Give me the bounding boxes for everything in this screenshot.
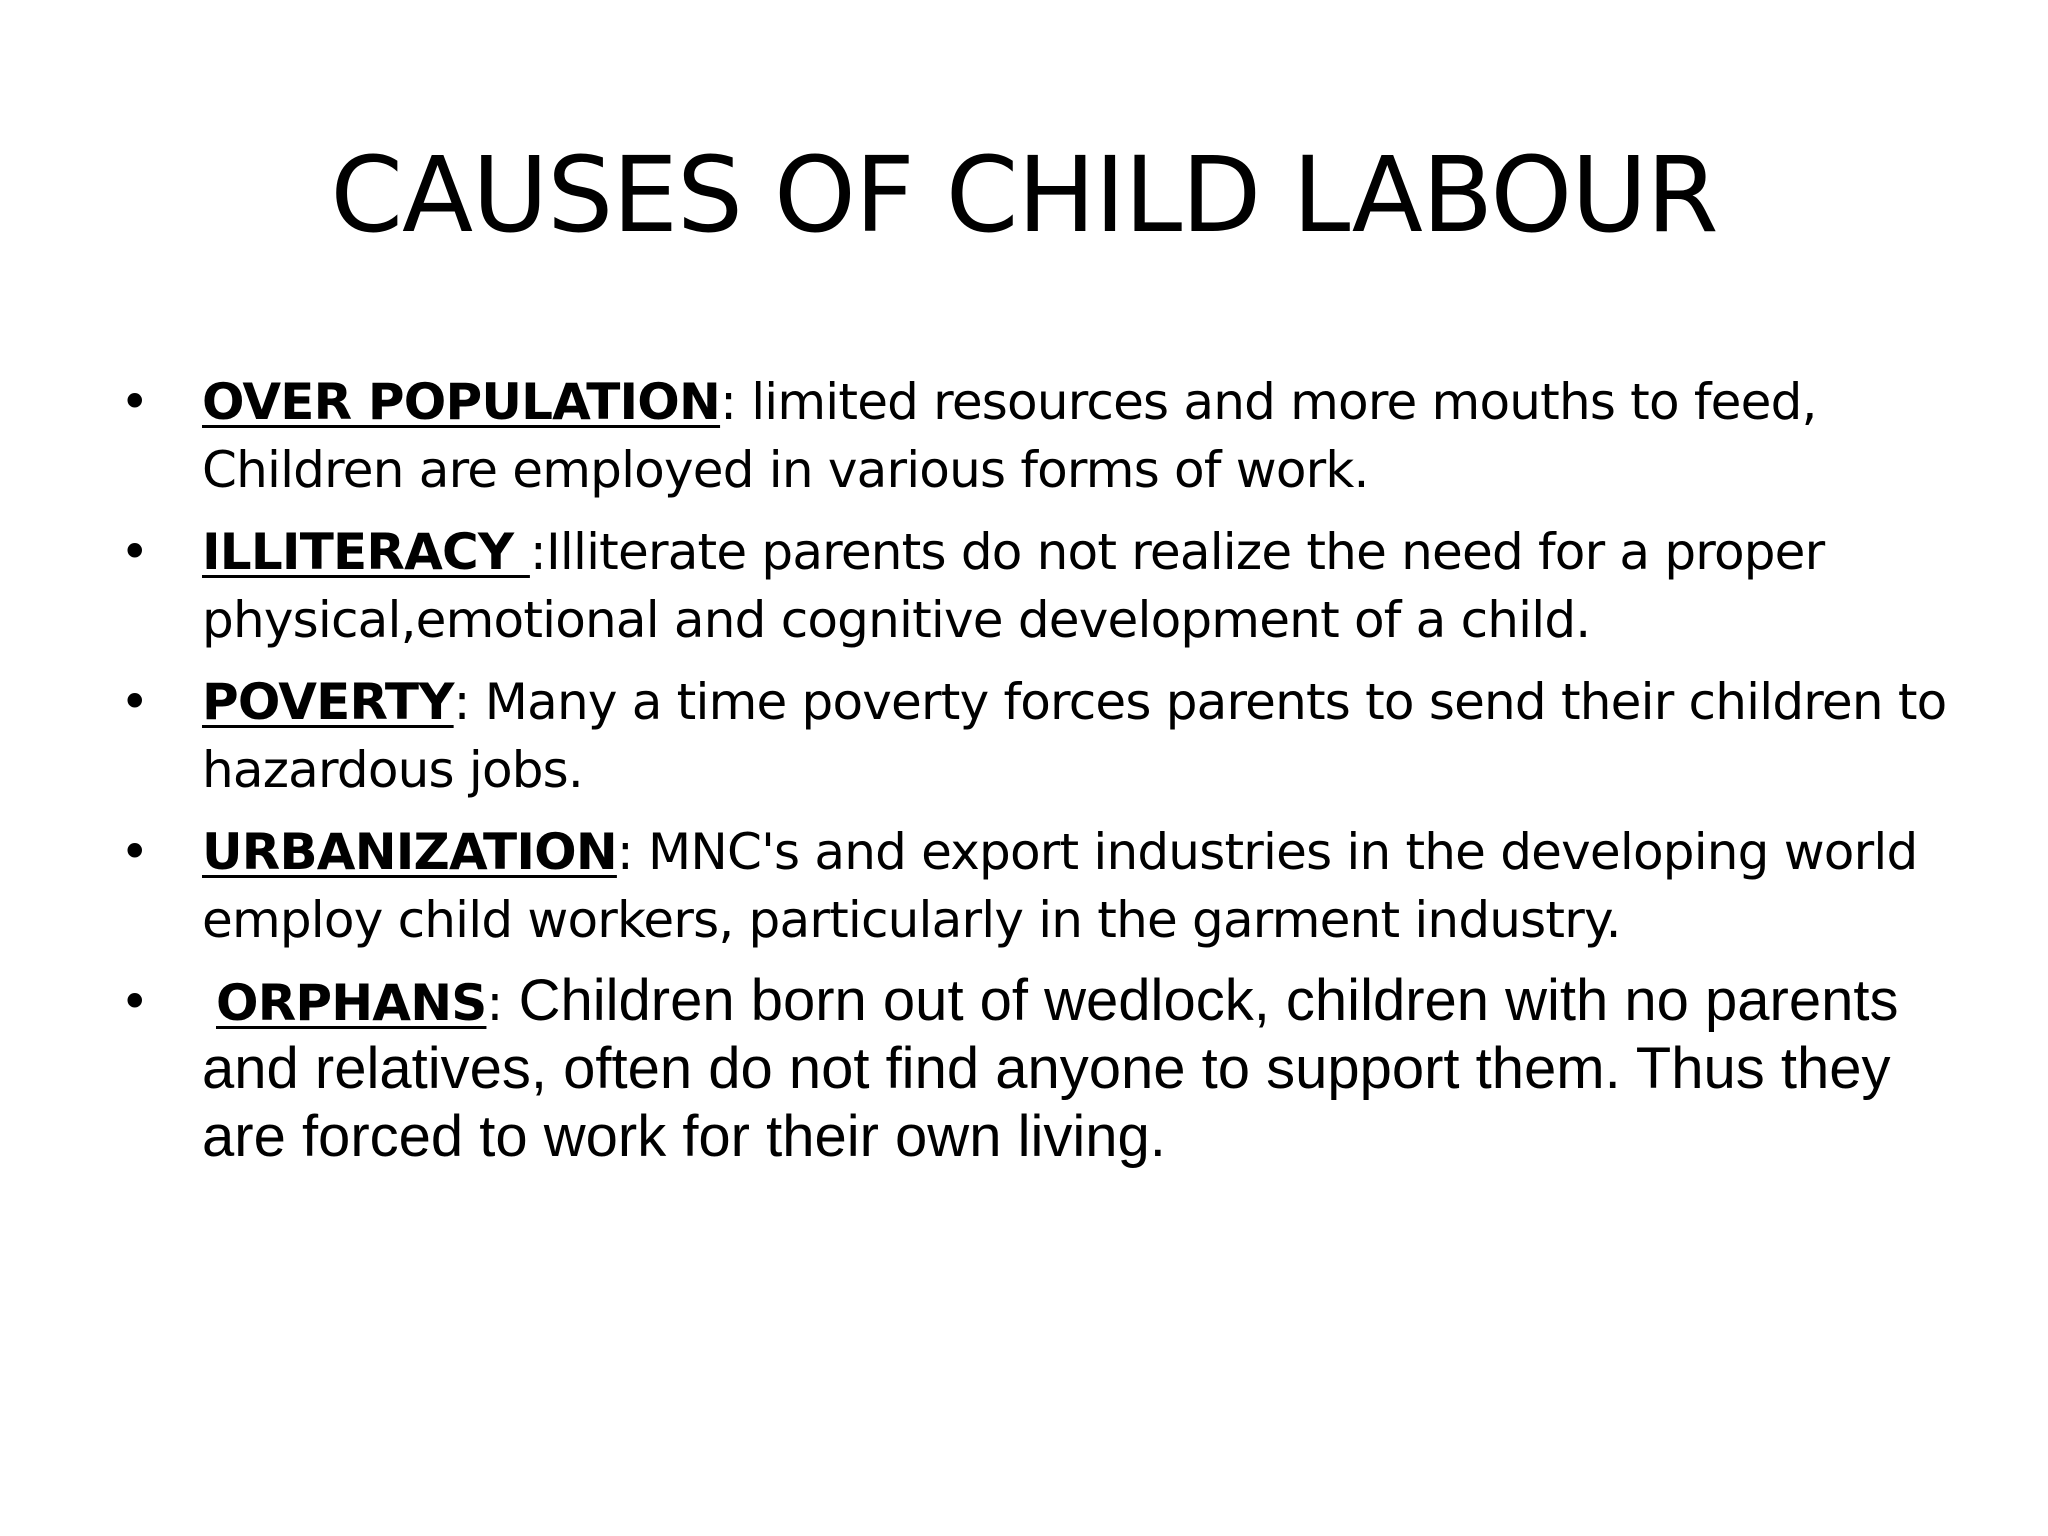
- bullet-term: ILLITERACY: [202, 523, 530, 581]
- bullet-list: [120, 368, 1960, 1186]
- bullet-separator: :: [616, 823, 633, 881]
- bullet-term: POVERTY: [202, 673, 454, 731]
- bullet-text: Illiterate parents do not realize the need for a proper physical,emotional and cognitive development of a child.: [202, 523, 1825, 649]
- bullet-term: ORPHANS: [216, 974, 487, 1032]
- bullet-dot-icon: •: [120, 523, 149, 581]
- bullet-over-population: [120, 368, 1960, 504]
- bullet-separator: :: [486, 974, 503, 1032]
- bullet-dot-icon: •: [120, 373, 149, 431]
- bullet-text: Children born out of wedlock, children with no parents and relatives, often do not find anyone to support them. Thus they are forced to work for their own living.: [202, 968, 1899, 1169]
- slide-title: CAUSES OF CHILD LABOUR: [330, 134, 1718, 256]
- bullet-urbanization: [120, 818, 1960, 954]
- bullet-orphans: [120, 968, 1960, 1172]
- bullet-dot-icon: •: [120, 823, 149, 881]
- bullet-term: OVER POPULATION: [202, 373, 721, 431]
- bullet-text: Many a time poverty forces parents to send their children to hazardous jobs.: [202, 673, 1947, 799]
- bullet-separator: :: [453, 673, 470, 731]
- bullet-poverty: [120, 668, 1960, 804]
- bullet-dot-icon: •: [120, 673, 149, 731]
- bullet-separator: :: [720, 373, 737, 431]
- bullet-term: URBANIZATION: [202, 823, 617, 881]
- bullet-text: limited resources and more mouths to feed, Children are employed in various forms of work.: [202, 373, 1817, 499]
- bullet-text: MNC's and export industries in the developing world employ child workers, particularly in the garment industry.: [202, 823, 1918, 949]
- bullet-dot-icon: •: [120, 973, 149, 1031]
- bullet-illiteracy: [120, 518, 1960, 654]
- bullet-separator: :: [529, 523, 546, 581]
